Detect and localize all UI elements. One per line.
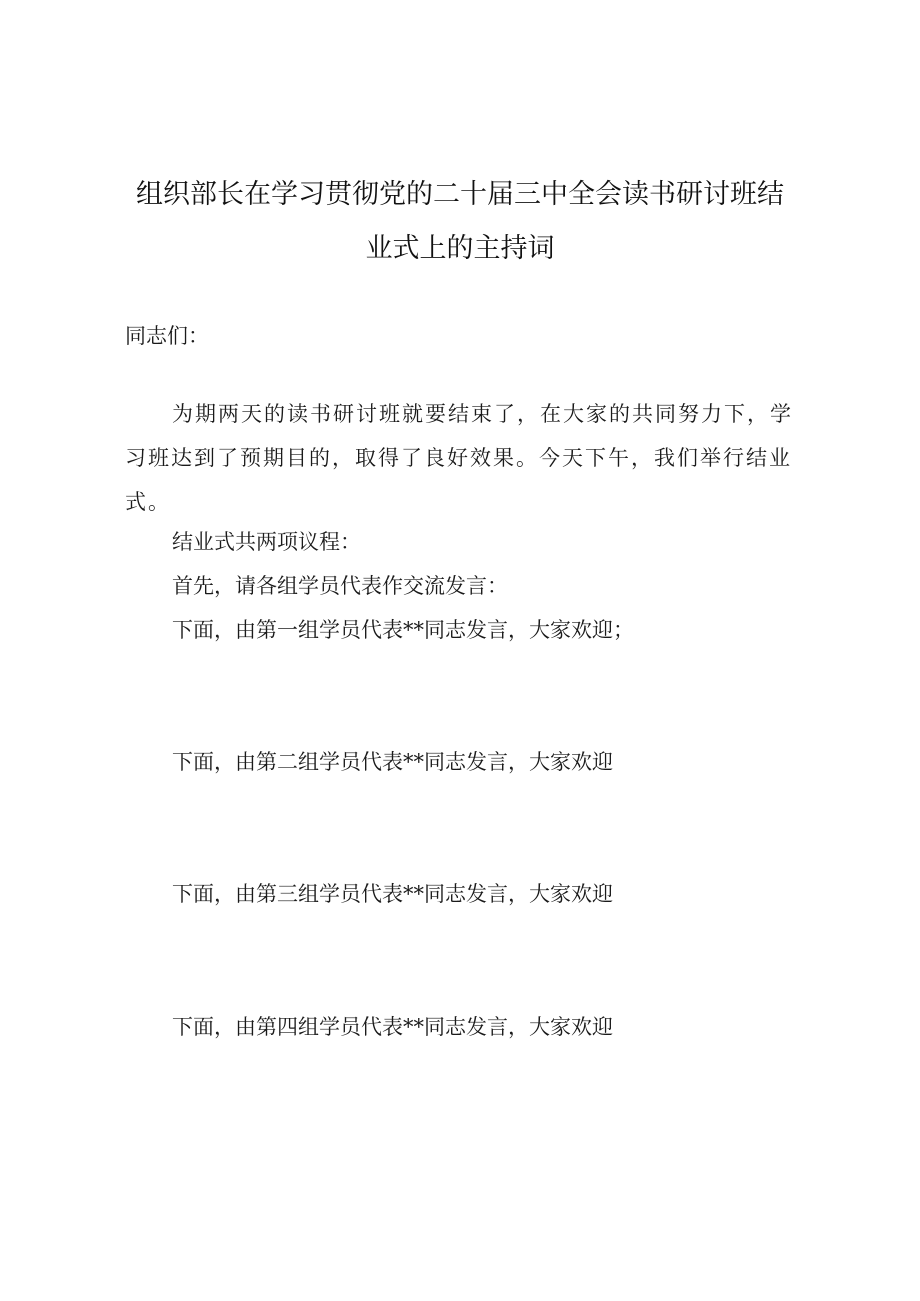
document-title bbox=[100, 168, 820, 276]
group-4-speech: 下面，由第四组学员代表**同志发言，大家欢迎 bbox=[172, 1015, 613, 1039]
group-3-speech: 下面，由第三组学员代表**同志发言，大家欢迎 bbox=[172, 882, 613, 906]
first-item-paragraph: 首先，请各组学员代表作交流发言： bbox=[172, 574, 508, 598]
group-2-speech: 下面，由第二组学员代表**同志发言，大家欢迎 bbox=[172, 750, 613, 774]
group-1-speech: 下面，由第一组学员代表**同志发言，大家欢迎； bbox=[172, 618, 634, 642]
title-line-1: 组织部长在学习贯彻党的二十届三中全会读书研讨班结 bbox=[136, 179, 784, 210]
agenda-paragraph: 结业式共两项议程： bbox=[172, 530, 361, 554]
intro-paragraph: 为期两天的读书研讨班就要结束了，在大家的共同努力下，学习班达到了预期目的，取得了良好效果。今天下午，我们举行结业式。 bbox=[125, 402, 793, 514]
salutation: 同志们： bbox=[125, 324, 209, 348]
title-line-2: 业式上的主持词 bbox=[365, 233, 555, 264]
